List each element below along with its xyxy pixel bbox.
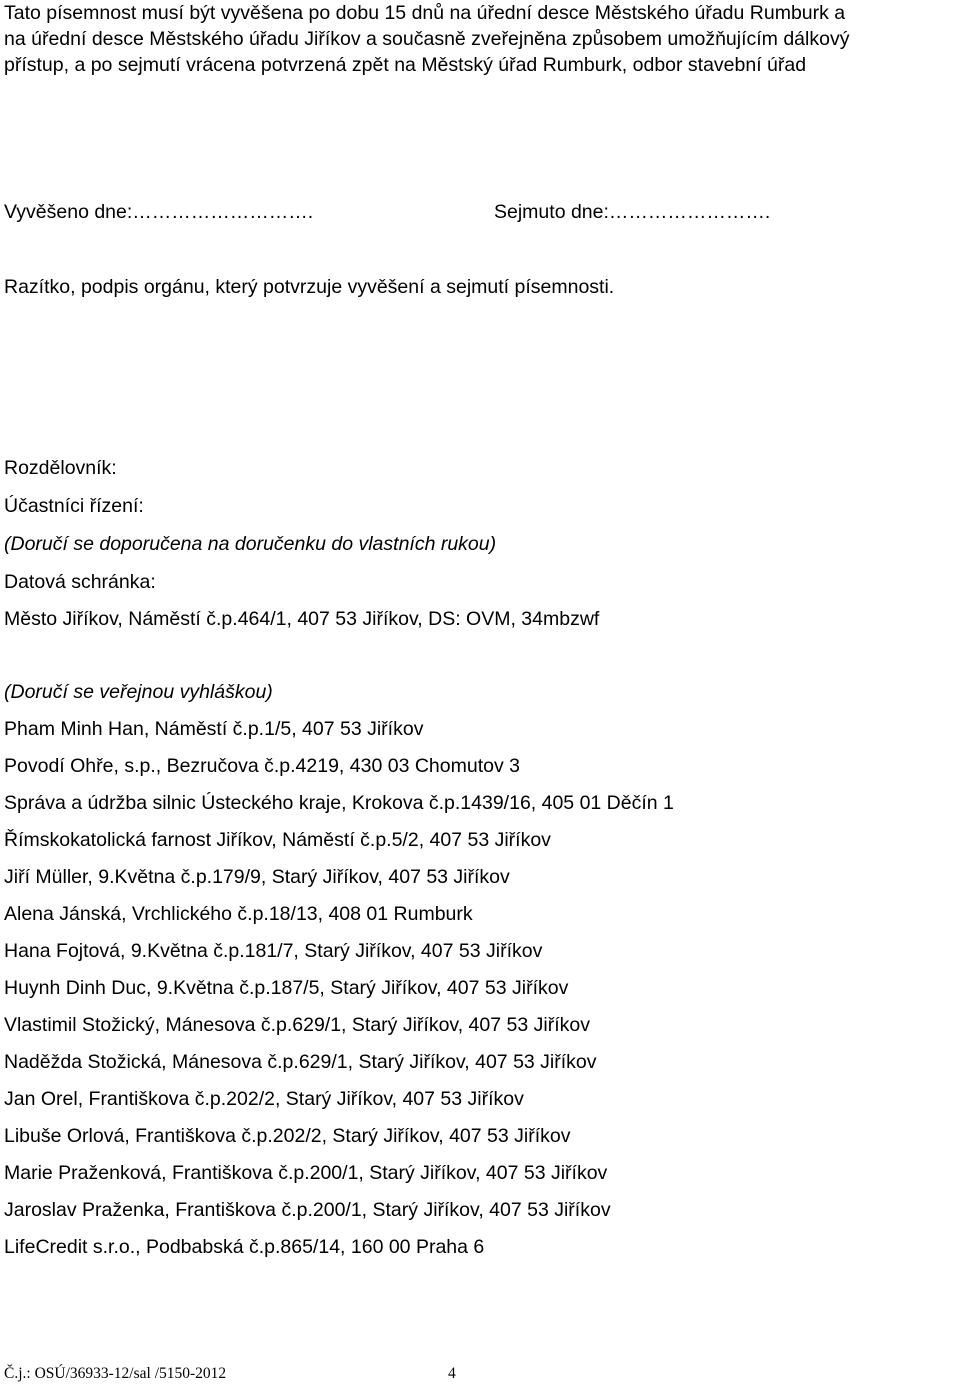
distribution-heading: Rozdělovník: <box>4 457 117 479</box>
recipient-item: Římskokatolická farnost Jiříkov, Náměstí č.p.5/2, 407 53 Jiříkov <box>4 829 551 851</box>
recipient-item: Hana Fojtová, 9.Května č.p.181/7, Starý Jiříkov, 407 53 Jiříkov <box>4 940 543 962</box>
recipient-item: LifeCredit s.r.o., Podbabská č.p.865/14, 160 00 Praha 6 <box>4 1236 485 1258</box>
intro-line-1: Tato písemnost musí být vyvěšena po dobu 15 dnů na úřední desce Městského úřadu Rumburk a <box>4 2 846 24</box>
case-reference: Č.j.: OSÚ/36933-12/sal /5150-2012 <box>4 1365 227 1382</box>
recipient-item: Jaroslav Praženka, Františkova č.p.200/1, Starý Jiříkov, 407 53 Jiříkov <box>4 1199 611 1221</box>
removed-date-field: Sejmuto dne:……………………. <box>494 201 771 223</box>
recipient-item: Vlastimil Stožický, Mánesova č.p.629/1, Starý Jiříkov, 407 53 Jiříkov <box>4 1014 590 1036</box>
intro-line-3: přístup, a po sejmutí vrácena potvrzená zpět na Městský úřad Rumburk, odbor stavební úřad <box>4 54 807 76</box>
intro-line-2: na úřední desce Městského úřadu Jiříkov a současně zveřejněna způsobem umožňujícím dálkový <box>4 28 850 50</box>
recipient-item: Správa a údržba silnic Ústeckého kraje, Krokova č.p.1439/16, 405 01 Děčín 1 <box>4 792 674 814</box>
recipient-item: Naděžda Stožická, Mánesova č.p.629/1, Starý Jiříkov, 407 53 Jiříkov <box>4 1051 597 1073</box>
recipient-item: Huynh Dinh Duc, 9.Května č.p.187/5, Starý Jiříkov, 407 53 Jiříkov <box>4 977 569 999</box>
recipient-item: Jiří Müller, 9.Května č.p.179/9, Starý Jiříkov, 407 53 Jiříkov <box>4 866 510 888</box>
page-number: 4 <box>448 1365 456 1382</box>
data-box-heading: Datová schránka: <box>4 571 156 593</box>
delivery-personal-note: (Doručí se doporučena na doručenku do vlastních rukou) <box>4 533 497 555</box>
recipient-item: Alena Jánská, Vrchlického č.p.18/13, 408 01 Rumburk <box>4 903 473 925</box>
recipient-item: Marie Praženková, Františkova č.p.200/1, Starý Jiříkov, 407 53 Jiříkov <box>4 1162 608 1184</box>
delivery-public-note: (Doručí se veřejnou vyhláškou) <box>4 681 273 703</box>
participants-heading: Účastníci řízení: <box>4 495 144 517</box>
recipient-item: Pham Minh Han, Náměstí č.p.1/5, 407 53 Jiříkov <box>4 718 424 740</box>
recipient-item: Jan Orel, Františkova č.p.202/2, Starý Jiříkov, 407 53 Jiříkov <box>4 1088 524 1110</box>
recipient-item: Povodí Ohře, s.p., Bezručova č.p.4219, 430 03 Chomutov 3 <box>4 755 520 777</box>
recipient-item: Libuše Orlová, Františkova č.p.202/2, Starý Jiříkov, 407 53 Jiříkov <box>4 1125 571 1147</box>
data-box-recipient: Město Jiříkov, Náměstí č.p.464/1, 407 53 Jiříkov, DS: OVM, 34mbzwf <box>4 608 600 630</box>
stamp-signature-note: Razítko, podpis orgánu, který potvrzuje vyvěšení a sejmutí písemnosti. <box>4 276 615 298</box>
posted-date-field: Vyvěšeno dne:………………………. <box>4 201 314 223</box>
posting-instructions <box>4 0 956 78</box>
